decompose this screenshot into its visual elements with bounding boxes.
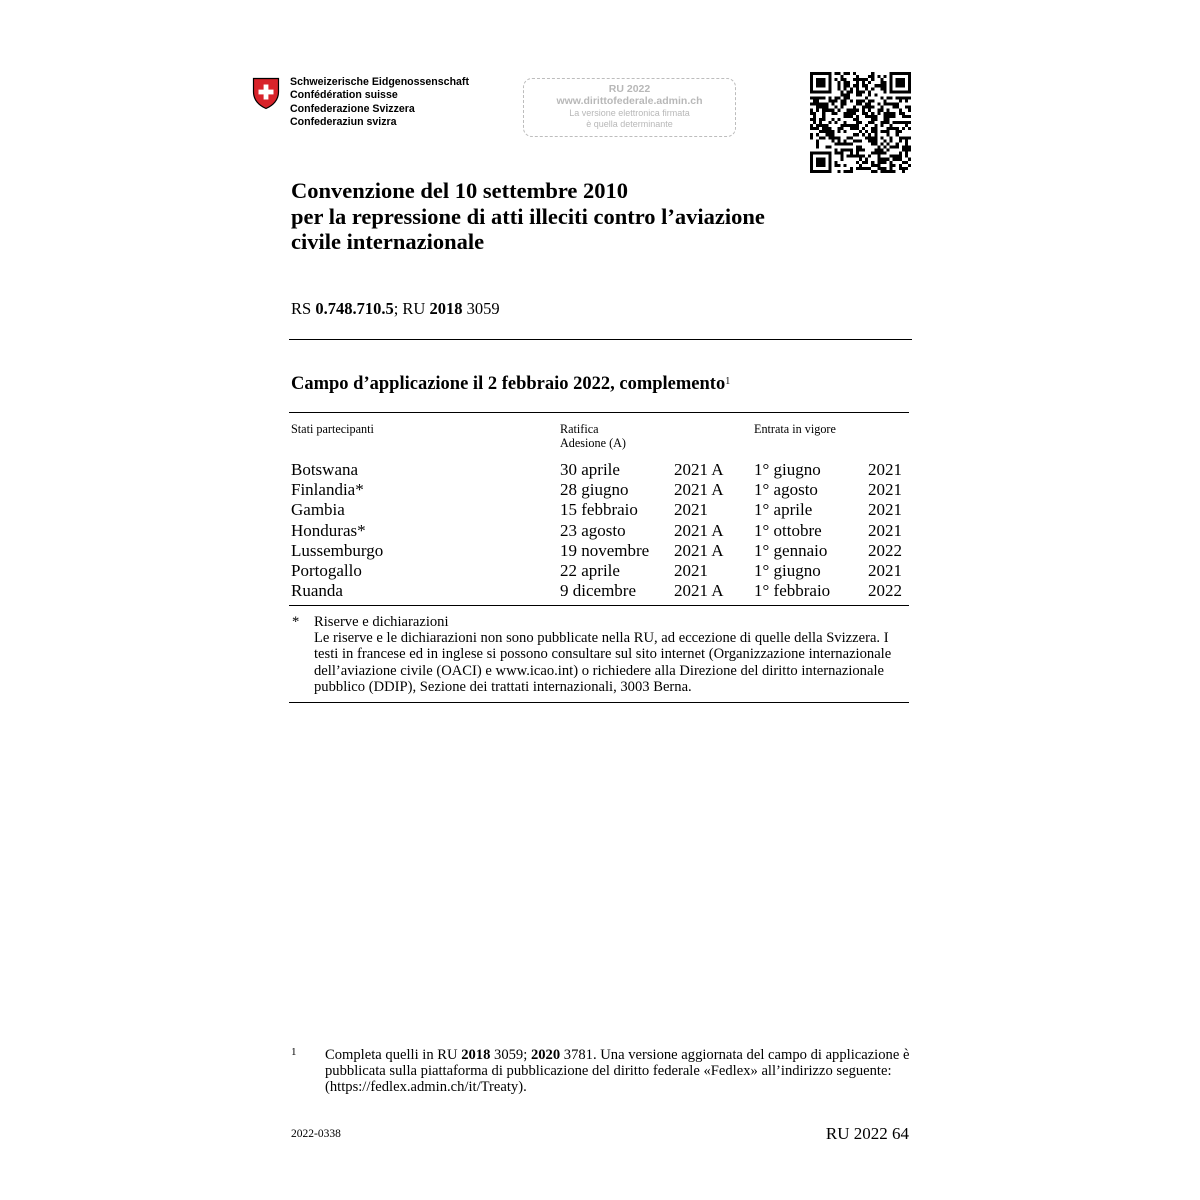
table-row xyxy=(289,561,909,581)
cell-entry-date: 1° giugno xyxy=(754,561,821,580)
cell-entry-date: 1° aprile xyxy=(754,500,813,520)
cell-ratification-year: 2021 A xyxy=(674,480,724,500)
cell-ratification-date: 28 giugno xyxy=(560,480,629,500)
stamp-edition: RU 2022 xyxy=(608,83,651,95)
cell-state: Lussemburgo xyxy=(291,540,384,560)
cell-entry-year: 2021 xyxy=(868,500,902,520)
scope-heading: Campo d’applicazione il 2 febbraio 2022, complemento$^1$ xyxy=(291,374,731,394)
cell-entry-year: 2021 xyxy=(868,520,902,540)
page-reference: RU 2022 64 xyxy=(825,1124,909,1143)
swiss-crest-icon xyxy=(252,77,280,110)
cell-entry-year: 2021 xyxy=(868,561,902,580)
table-row xyxy=(289,521,909,541)
federation-name-fr: Confédération suisse xyxy=(290,89,398,102)
table-row xyxy=(289,500,909,520)
table-body xyxy=(289,459,909,605)
rs-number: 0.748.710.5 xyxy=(315,299,394,318)
section-divider xyxy=(289,339,912,340)
cell-entry-date: 1° febbraio xyxy=(754,581,831,601)
cell-ratification-date: 9 dicembre xyxy=(560,581,636,601)
table-row xyxy=(289,581,909,601)
table-row xyxy=(289,480,909,500)
title-line: Convenzione del 10 settembre 2010 xyxy=(291,178,629,203)
table-header xyxy=(289,413,909,458)
cell-ratification-year: 2021 A xyxy=(674,460,724,479)
footnote-text: Completa quelli in RU 2018 3059; 2020 3781. Una versione aggiornata del campo di applicazione è pubblicata sulla piattaforma di pubblicazione del diritto federale «Fedlex» all’indirizzo seguente: (https://fedlex.admin.ch/it/Treaty). xyxy=(325,1047,910,1096)
title-line: per la repressione di atti illeciti contro l’aviazione xyxy=(291,203,765,229)
cell-entry-year: 2022 xyxy=(868,540,902,560)
cell-ratification-year: 2021 A xyxy=(674,540,724,560)
cell-ratification-date: 23 agosto xyxy=(560,520,626,540)
ru-year: 2018 xyxy=(429,299,463,318)
cell-ratification-year: 2021 xyxy=(674,500,708,520)
column-header-entry: Entrata in vigore xyxy=(754,422,836,436)
cell-state: Portogallo xyxy=(291,561,362,580)
note-marker: * xyxy=(292,614,300,630)
federation-names xyxy=(290,76,490,129)
document-title xyxy=(291,178,911,255)
rs-reference: RS 0.748.710.5; RU 2018 3059 xyxy=(291,299,500,318)
document-number: 2022-0338 xyxy=(291,1128,341,1140)
cell-ratification-year: 2021 A xyxy=(674,581,724,601)
cell-entry-year: 2021 xyxy=(868,460,902,479)
cell-entry-date: 1° agosto xyxy=(754,480,818,500)
note-title: Riserve e dichiarazioni xyxy=(314,614,449,630)
table-bottom-rule xyxy=(289,702,909,703)
cell-entry-date: 1° ottobre xyxy=(754,520,822,540)
title-line: civile internazionale xyxy=(291,229,485,254)
table-row xyxy=(289,541,909,561)
column-header-states: Stati partecipanti xyxy=(291,422,374,436)
cell-ratification-date: 22 aprile xyxy=(560,561,620,580)
cell-ratification-date: 15 febbraio xyxy=(560,500,638,520)
cell-entry-date: 1° giugno xyxy=(754,460,821,479)
footnote-number: 1 xyxy=(291,1046,297,1058)
federation-name-it: Confederazione Svizzera xyxy=(290,102,415,115)
cell-state: Gambia xyxy=(291,500,345,520)
cell-state: Honduras* xyxy=(291,520,366,540)
participating-states-table xyxy=(289,412,909,703)
cell-ratification-date: 30 aprile xyxy=(560,460,620,479)
cell-ratification-date: 19 novembre xyxy=(560,540,650,560)
stamp-note-1: La versione elettronica firmata xyxy=(569,108,690,118)
cell-ratification-year: 2021 A xyxy=(674,520,724,540)
electronic-signature-stamp xyxy=(523,78,736,137)
cell-ratification-year: 2021 xyxy=(674,561,708,580)
footnote-ref: 1 xyxy=(725,376,731,387)
cell-entry-year: 2022 xyxy=(868,581,902,601)
federation-name-de: Schweizerische Eidgenossenschaft xyxy=(290,76,469,88)
cell-state: Botswana xyxy=(291,460,359,479)
federation-name-rm: Confederaziun svizra xyxy=(290,115,397,128)
qr-code-icon xyxy=(810,72,911,173)
stamp-url: www.dirittofederale.admin.ch xyxy=(556,95,703,107)
note-text: Le riserve e le dichiarazioni non sono pubblicate nella RU, ad eccezione di quelle della Svizzera. I testi in francese ed in inglese si possono consultare sul sito internet (Organizzazione internazionale dell’aviazione civile (OACI) e www.icao.int) o richiedere alla Direzione del diritto internazionale pubblico (DDIP), Sezione dei trattati internazionali, 3003 Berna. xyxy=(314,630,892,695)
cell-state: Finlandia* xyxy=(291,480,364,500)
cell-entry-date: 1° gennaio xyxy=(754,540,828,560)
table-row xyxy=(289,460,909,480)
cell-state: Ruanda xyxy=(291,581,343,601)
reservations-note xyxy=(289,606,909,702)
stamp-note-2: è quella determinante xyxy=(586,119,673,129)
footnote xyxy=(291,1047,911,1096)
cell-entry-year: 2021 xyxy=(868,480,902,500)
column-header-ratification: Ratifica Adesione (A) xyxy=(560,422,626,450)
